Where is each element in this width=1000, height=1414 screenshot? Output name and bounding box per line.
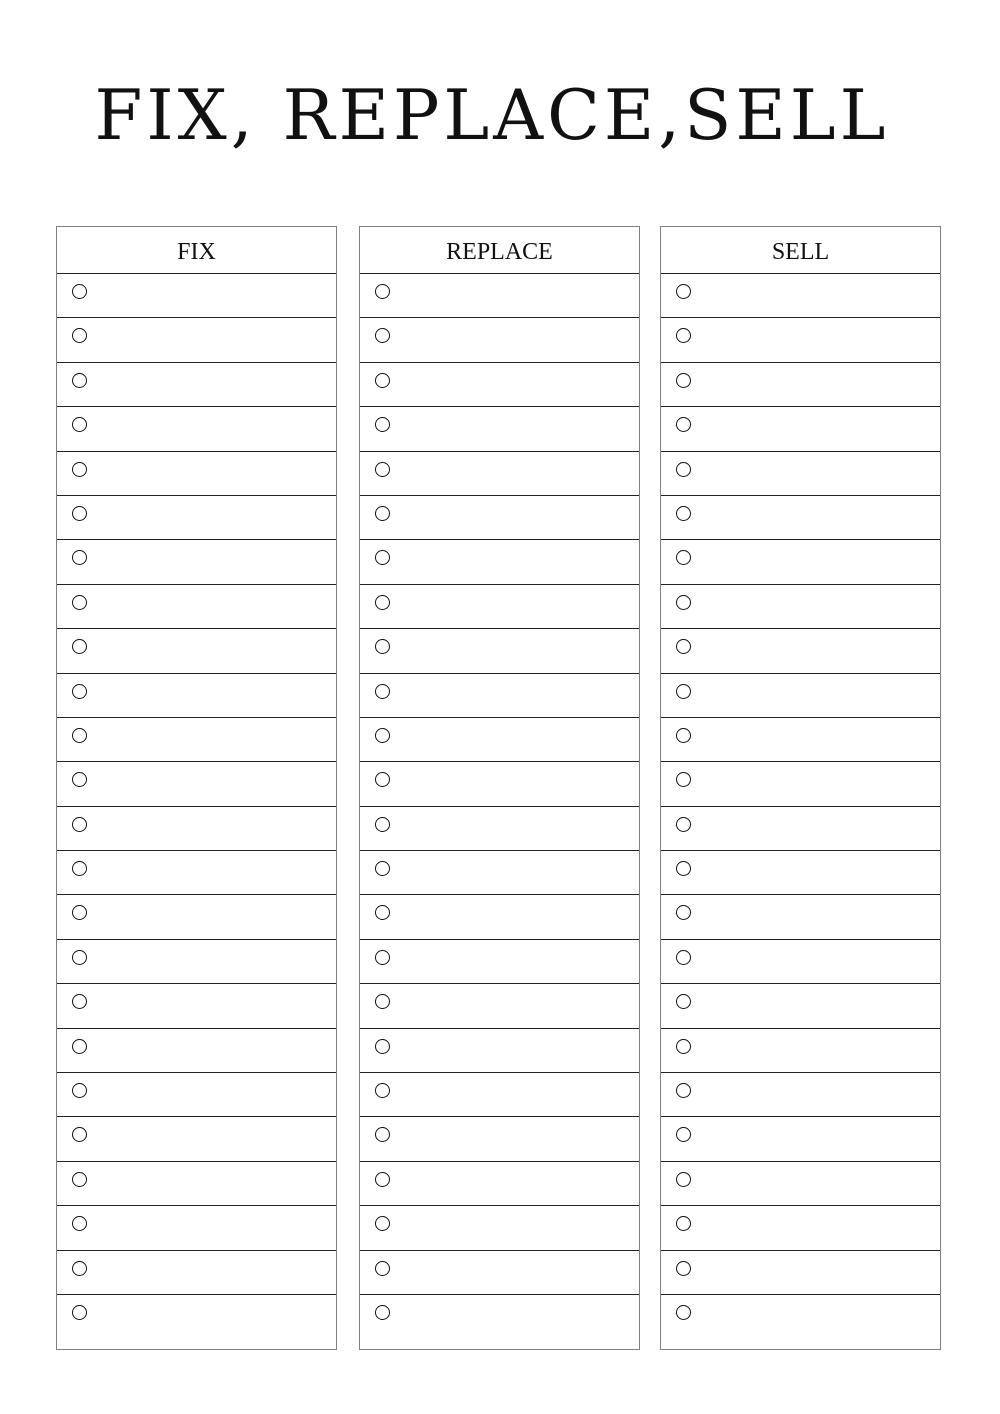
circle-checkbox-icon[interactable] xyxy=(72,772,87,787)
circle-checkbox-icon[interactable] xyxy=(72,328,87,343)
sell-column xyxy=(660,226,941,1350)
fix-list-item[interactable] xyxy=(57,1029,336,1073)
circle-checkbox-icon[interactable] xyxy=(375,1083,390,1098)
sell-list-item[interactable] xyxy=(661,674,940,718)
replace-list-item[interactable] xyxy=(360,540,639,584)
circle-checkbox-icon[interactable] xyxy=(375,1172,390,1187)
sell-list-item[interactable] xyxy=(661,1073,940,1117)
circle-checkbox-icon[interactable] xyxy=(375,861,390,876)
sell-list-item[interactable] xyxy=(661,807,940,851)
circle-checkbox-icon[interactable] xyxy=(72,684,87,699)
circle-checkbox-icon[interactable] xyxy=(72,506,87,521)
circle-checkbox-icon[interactable] xyxy=(375,1216,390,1231)
fix-list-item[interactable] xyxy=(57,407,336,451)
circle-checkbox-icon[interactable] xyxy=(676,328,691,343)
circle-checkbox-icon[interactable] xyxy=(676,417,691,432)
replace-list-item[interactable] xyxy=(360,1295,639,1339)
replace-list-item[interactable] xyxy=(360,984,639,1028)
circle-checkbox-icon[interactable] xyxy=(676,1127,691,1142)
circle-checkbox-icon[interactable] xyxy=(676,684,691,699)
circle-checkbox-icon[interactable] xyxy=(676,595,691,610)
circle-checkbox-icon[interactable] xyxy=(72,817,87,832)
replace-list-item[interactable] xyxy=(360,407,639,451)
replace-list-item[interactable] xyxy=(360,496,639,540)
circle-checkbox-icon[interactable] xyxy=(72,595,87,610)
circle-checkbox-icon[interactable] xyxy=(72,1261,87,1276)
replace-list-item[interactable] xyxy=(360,452,639,496)
fix-list-item[interactable] xyxy=(57,496,336,540)
sell-rows xyxy=(661,274,940,1339)
sell-list-item[interactable] xyxy=(661,318,940,362)
replace-list-item[interactable] xyxy=(360,629,639,673)
fix-list-item[interactable] xyxy=(57,1251,336,1295)
circle-checkbox-icon[interactable] xyxy=(676,1261,691,1276)
circle-checkbox-icon[interactable] xyxy=(676,861,691,876)
fix-list-item[interactable] xyxy=(57,540,336,584)
circle-checkbox-icon[interactable] xyxy=(375,772,390,787)
circle-checkbox-icon[interactable] xyxy=(676,284,691,299)
circle-checkbox-icon[interactable] xyxy=(375,1261,390,1276)
fix-list-item[interactable] xyxy=(57,585,336,629)
circle-checkbox-icon[interactable] xyxy=(375,994,390,1009)
replace-list-item[interactable] xyxy=(360,851,639,895)
fix-list-item[interactable] xyxy=(57,1117,336,1161)
replace-list-item[interactable] xyxy=(360,1117,639,1161)
sell-list-item[interactable] xyxy=(661,762,940,806)
fix-list-item[interactable] xyxy=(57,895,336,939)
circle-checkbox-icon[interactable] xyxy=(375,1305,390,1320)
sell-list-item[interactable] xyxy=(661,629,940,673)
sell-list-item[interactable] xyxy=(661,1029,940,1073)
circle-checkbox-icon[interactable] xyxy=(375,284,390,299)
circle-checkbox-icon[interactable] xyxy=(375,328,390,343)
replace-list-item[interactable] xyxy=(360,318,639,362)
circle-checkbox-icon[interactable] xyxy=(676,772,691,787)
circle-checkbox-icon[interactable] xyxy=(676,550,691,565)
replace-column xyxy=(359,226,640,1350)
circle-checkbox-icon[interactable] xyxy=(375,1039,390,1054)
circle-checkbox-icon[interactable] xyxy=(676,817,691,832)
circle-checkbox-icon[interactable] xyxy=(676,1172,691,1187)
circle-checkbox-icon[interactable] xyxy=(72,861,87,876)
sell-list-item[interactable] xyxy=(661,1162,940,1206)
sell-list-item[interactable] xyxy=(661,1251,940,1295)
fix-list-item[interactable] xyxy=(57,940,336,984)
circle-checkbox-icon[interactable] xyxy=(676,994,691,1009)
fix-list-item[interactable] xyxy=(57,718,336,762)
circle-checkbox-icon[interactable] xyxy=(72,1127,87,1142)
sell-list-item[interactable] xyxy=(661,407,940,451)
replace-list-item[interactable] xyxy=(360,274,639,318)
fix-rows xyxy=(57,274,336,1339)
circle-checkbox-icon[interactable] xyxy=(375,684,390,699)
replace-list-item[interactable] xyxy=(360,1251,639,1295)
circle-checkbox-icon[interactable] xyxy=(72,550,87,565)
fix-list-item[interactable] xyxy=(57,851,336,895)
sell-list-item[interactable] xyxy=(661,940,940,984)
fix-list-item[interactable] xyxy=(57,363,336,407)
circle-checkbox-icon[interactable] xyxy=(676,462,691,477)
checklist-columns xyxy=(0,226,1000,1351)
replace-list-item[interactable] xyxy=(360,674,639,718)
circle-checkbox-icon[interactable] xyxy=(375,817,390,832)
circle-checkbox-icon[interactable] xyxy=(72,905,87,920)
circle-checkbox-icon[interactable] xyxy=(72,462,87,477)
sell-list-item[interactable] xyxy=(661,363,940,407)
circle-checkbox-icon[interactable] xyxy=(72,417,87,432)
replace-list-item[interactable] xyxy=(360,585,639,629)
circle-checkbox-icon[interactable] xyxy=(676,1305,691,1320)
fix-list-item[interactable] xyxy=(57,1206,336,1250)
replace-list-item[interactable] xyxy=(360,895,639,939)
fix-column xyxy=(56,226,337,1350)
circle-checkbox-icon[interactable] xyxy=(72,950,87,965)
circle-checkbox-icon[interactable] xyxy=(676,728,691,743)
circle-checkbox-icon[interactable] xyxy=(72,1083,87,1098)
circle-checkbox-icon[interactable] xyxy=(72,728,87,743)
sell-list-item[interactable] xyxy=(661,274,940,318)
replace-list-item[interactable] xyxy=(360,1029,639,1073)
replace-list-item[interactable] xyxy=(360,807,639,851)
circle-checkbox-icon[interactable] xyxy=(72,639,87,654)
circle-checkbox-icon[interactable] xyxy=(676,905,691,920)
sell-list-item[interactable] xyxy=(661,895,940,939)
circle-checkbox-icon[interactable] xyxy=(676,373,691,388)
sell-list-item[interactable] xyxy=(661,1295,940,1339)
sell-list-item[interactable] xyxy=(661,1206,940,1250)
circle-checkbox-icon[interactable] xyxy=(375,462,390,477)
sell-list-item[interactable] xyxy=(661,452,940,496)
circle-checkbox-icon[interactable] xyxy=(676,639,691,654)
replace-list-item[interactable] xyxy=(360,1073,639,1117)
circle-checkbox-icon[interactable] xyxy=(375,417,390,432)
fix-list-item[interactable] xyxy=(57,318,336,362)
sell-list-item[interactable] xyxy=(661,1117,940,1161)
circle-checkbox-icon[interactable] xyxy=(72,994,87,1009)
replace-list-item[interactable] xyxy=(360,363,639,407)
fix-list-item[interactable] xyxy=(57,274,336,318)
fix-list-item[interactable] xyxy=(57,1162,336,1206)
circle-checkbox-icon[interactable] xyxy=(72,1039,87,1054)
circle-checkbox-icon[interactable] xyxy=(375,950,390,965)
replace-list-item[interactable] xyxy=(360,1162,639,1206)
circle-checkbox-icon[interactable] xyxy=(676,1216,691,1231)
replace-list-item[interactable] xyxy=(360,718,639,762)
fix-list-item[interactable] xyxy=(57,674,336,718)
sell-list-item[interactable] xyxy=(661,718,940,762)
replace-list-item[interactable] xyxy=(360,1206,639,1250)
sell-column-header: SELL xyxy=(661,227,940,274)
circle-checkbox-icon[interactable] xyxy=(676,1083,691,1098)
fix-list-item[interactable] xyxy=(57,452,336,496)
replace-column-header: REPLACE xyxy=(360,227,639,274)
fix-list-item[interactable] xyxy=(57,762,336,806)
sell-list-item[interactable] xyxy=(661,984,940,1028)
replace-list-item[interactable] xyxy=(360,940,639,984)
sell-list-item[interactable] xyxy=(661,585,940,629)
fix-list-item[interactable] xyxy=(57,629,336,673)
circle-checkbox-icon[interactable] xyxy=(72,1172,87,1187)
page-title: FIX, REPLACE,SELL xyxy=(94,76,890,156)
circle-checkbox-icon[interactable] xyxy=(375,905,390,920)
circle-checkbox-icon[interactable] xyxy=(72,284,87,299)
sell-list-item[interactable] xyxy=(661,540,940,584)
circle-checkbox-icon[interactable] xyxy=(375,550,390,565)
circle-checkbox-icon[interactable] xyxy=(72,1216,87,1231)
circle-checkbox-icon[interactable] xyxy=(676,1039,691,1054)
circle-checkbox-icon[interactable] xyxy=(375,639,390,654)
circle-checkbox-icon[interactable] xyxy=(375,1127,390,1142)
fix-list-item[interactable] xyxy=(57,984,336,1028)
circle-checkbox-icon[interactable] xyxy=(375,373,390,388)
fix-list-item[interactable] xyxy=(57,1295,336,1339)
circle-checkbox-icon[interactable] xyxy=(72,1305,87,1320)
sell-list-item[interactable] xyxy=(661,851,940,895)
fix-list-item[interactable] xyxy=(57,1073,336,1117)
sell-list-item[interactable] xyxy=(661,496,940,540)
circle-checkbox-icon[interactable] xyxy=(375,506,390,521)
replace-rows xyxy=(360,274,639,1339)
circle-checkbox-icon[interactable] xyxy=(676,950,691,965)
circle-checkbox-icon[interactable] xyxy=(676,506,691,521)
circle-checkbox-icon[interactable] xyxy=(72,373,87,388)
circle-checkbox-icon[interactable] xyxy=(375,595,390,610)
circle-checkbox-icon[interactable] xyxy=(375,728,390,743)
fix-column-header: FIX xyxy=(57,227,336,274)
replace-list-item[interactable] xyxy=(360,762,639,806)
fix-list-item[interactable] xyxy=(57,807,336,851)
